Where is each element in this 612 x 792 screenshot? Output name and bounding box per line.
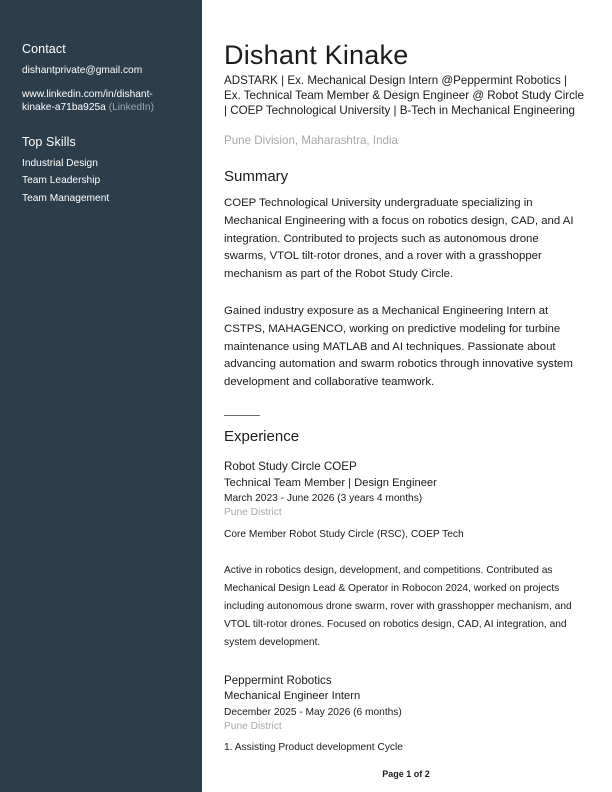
experience-description: Active in robotics design, development, and competitions. Contributed as Mechanical Design Lead & Operator in Robocon 2024, worked on projects including autonomous drone swarm, rover with grasshopper mechanism, and VTOL tilt-rotor drones. Focused on robotics design, CAD, AI integration, and system development. bbox=[224, 565, 572, 648]
contact-heading: Contact bbox=[22, 42, 66, 56]
email-link[interactable]: dishantprivate@gmail.com bbox=[22, 65, 143, 76]
skill-item: Industrial Design bbox=[22, 158, 98, 169]
profile-location: Pune Division, Maharashtra, India bbox=[224, 134, 398, 147]
linkedin-url-line2[interactable]: kinake-a71ba925a bbox=[22, 102, 106, 113]
experience-location: Pune District bbox=[224, 507, 282, 518]
summary-paragraph: Gained industry exposure as a Mechanical Engineering Intern at CSTPS, MAHAGENCO, working on predictive modeling for turbine maintenance using MATLAB and AI techniques. Passionate about advancing automation and swarm robotics through innovative system development and collaborative teamwork. bbox=[224, 305, 573, 389]
linkedin-link[interactable] bbox=[22, 88, 154, 114]
skill-item: Team Leadership bbox=[22, 175, 101, 186]
experience-heading: Experience bbox=[224, 428, 300, 445]
skills-heading: Top Skills bbox=[22, 135, 76, 149]
experience-description: 1. Assisting Product development Cycle bbox=[224, 742, 403, 753]
experience-dates: March 2023 - June 2026 (3 years 4 months) bbox=[224, 493, 423, 504]
experience-location: Pune District bbox=[224, 721, 282, 732]
page-label: Page 1 of 2 bbox=[382, 769, 430, 779]
experience-note: Core Member Robot Study Circle (RSC), COEP Tech bbox=[224, 529, 464, 540]
linkedin-tag: (LinkedIn) bbox=[108, 102, 154, 113]
profile-name: Dishant Kinake bbox=[224, 40, 409, 70]
linkedin-url-line1[interactable]: www.linkedin.com/in/dishant- bbox=[22, 89, 153, 100]
skill-item: Team Management bbox=[22, 193, 110, 204]
experience-company: Robot Study Circle COEP bbox=[224, 460, 357, 473]
experience-role: Technical Team Member | Design Engineer bbox=[224, 477, 437, 489]
sidebar bbox=[0, 0, 202, 792]
page-indicator bbox=[224, 769, 588, 779]
profile-headline: ADSTARK | Ex. Mechanical Design Intern @Peppermint Robotics | Ex. Technical Team Member & Design Engineer @ Robot Study Circle | COEP Technological University | B-Tech in Mechanical Engineering bbox=[224, 74, 584, 117]
summary-paragraph: COEP Technological University undergraduate specializing in Mechanical Engineering with a focus on robotics design, CAD, and AI integration. Contributed to projects such as autonomous drone swarms, VTOL tilt-rotor drones, and a rover with a grasshopper mechanism as part of the Robot Study Circle. bbox=[224, 197, 574, 281]
experience-company: Peppermint Robotics bbox=[224, 674, 332, 687]
experience-dates: December 2025 - May 2026 (6 months) bbox=[224, 707, 402, 718]
section-divider bbox=[224, 415, 260, 416]
summary-heading: Summary bbox=[224, 168, 289, 185]
experience-role: Mechanical Engineer Intern bbox=[224, 690, 361, 702]
